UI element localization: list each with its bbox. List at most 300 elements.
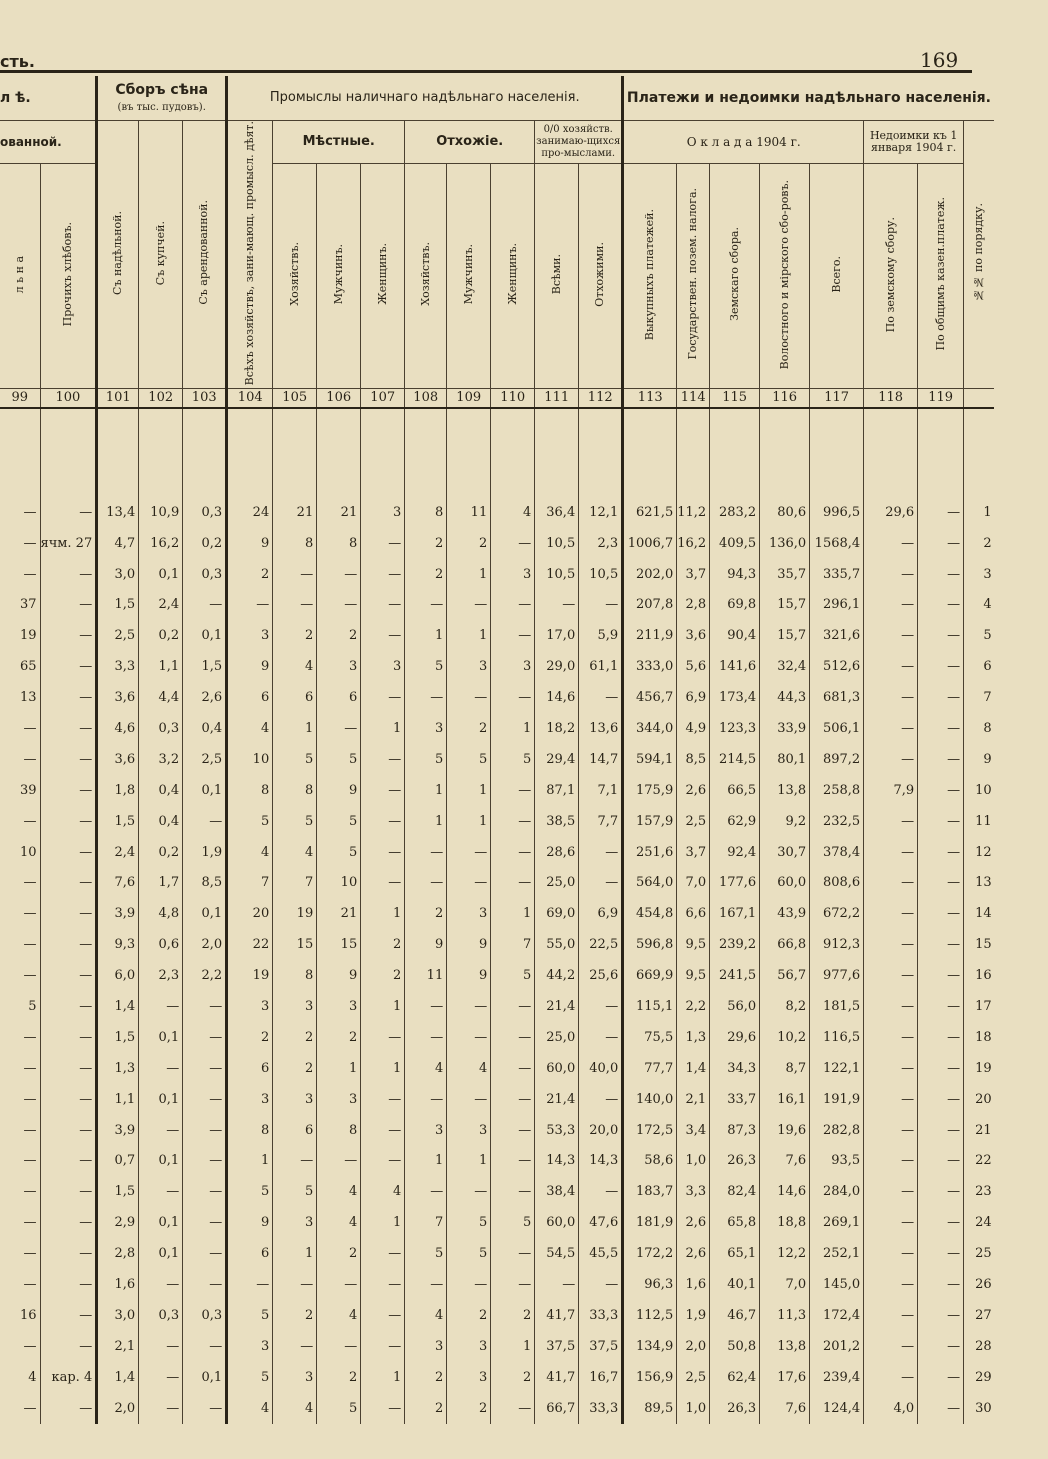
table-cell: 53,3 [535,1115,579,1146]
table-cell: 4,0 [864,1393,918,1424]
table-cell: — [864,651,918,682]
table-cell: — [491,1053,535,1084]
table-cell: 1,7 [139,868,183,899]
table-cell: — [40,651,97,682]
table-cell: 14,3 [535,1146,579,1177]
column-number: 107 [361,388,405,408]
table-cell: 4 [405,1300,447,1331]
table-row [0,837,994,868]
table-cell: — [40,682,97,713]
table-cell: 4,7 [97,528,139,559]
table-cell: 8 [964,713,994,744]
table-cell: 56,7 [760,960,810,991]
table-row [0,744,994,775]
table-cell: — [40,1393,97,1424]
pct-col-all: Всѣми. [535,163,579,388]
table-row [0,1207,994,1238]
table-cell: — [40,590,97,621]
table-cell: 38,4 [535,1176,579,1207]
table-cell: 321,6 [810,620,864,651]
table-cell: 10,9 [139,497,183,528]
table-cell: 5 [405,744,447,775]
table-cell: 506,1 [810,713,864,744]
table-cell: 2,1 [677,1084,710,1115]
table-cell: — [491,528,535,559]
table-cell: 23 [964,1176,994,1207]
table-cell: 2 [273,1053,317,1084]
column-number: 118 [864,388,918,408]
table-row [0,1300,994,1331]
table-cell: 0,1 [139,559,183,590]
table-cell: 10,5 [579,559,623,590]
table-cell: 16 [964,960,994,991]
table-cell: — [40,1022,97,1053]
table-cell: 669,9 [623,960,677,991]
table-cell: — [405,1176,447,1207]
table-cell: — [183,1053,227,1084]
table-cell: 17,0 [535,620,579,651]
table-cell: 37,5 [535,1331,579,1362]
column-number: 115 [710,388,760,408]
table-cell: 621,5 [623,497,677,528]
table-cell: — [23,1400,37,1416]
table-cell: — [40,559,97,590]
table-cell: 29,4 [535,744,579,775]
table-cell: — [23,875,37,891]
table-cell: — [40,1146,97,1177]
table-cell: 5 [447,744,491,775]
table-cell: 3,6 [97,682,139,713]
col-other-grains: Прочихъ хлѣбовъ. [40,163,97,388]
table-cell: 141,6 [710,651,760,682]
table-cell: — [23,566,37,582]
table-cell: — [864,528,918,559]
table-cell: 681,3 [810,682,864,713]
table-cell: — [23,1122,37,1138]
table-cell: 214,5 [710,744,760,775]
table-cell: 2 [405,898,447,929]
table-cell: 5 [447,1207,491,1238]
table-row [0,651,994,682]
table-cell: — [918,1331,964,1362]
table-cell: 0,1 [139,1146,183,1177]
table-cell: 13,8 [760,775,810,806]
table-cell: 3 [361,651,405,682]
table-cell: 232,5 [810,806,864,837]
table-cell: 41,7 [535,1300,579,1331]
table-cell: 14,3 [579,1146,623,1177]
table-cell: — [491,775,535,806]
table-cell: 2 [491,1300,535,1331]
table-cell: 335,7 [810,559,864,590]
table-cell: 0,1 [139,1022,183,1053]
table-cell: 2,3 [139,960,183,991]
table-cell: 6 [964,651,994,682]
table-cell: 29,6 [710,1022,760,1053]
table-cell: 1 [491,713,535,744]
table-cell: 4 [361,1176,405,1207]
table-cell: 3 [227,1331,273,1362]
table-cell: 11,3 [760,1300,810,1331]
table-cell: 33,7 [710,1084,760,1115]
table-cell: 207,8 [623,590,677,621]
table-cell: — [23,937,37,953]
table-cell: 96,3 [623,1269,677,1300]
table-cell: — [491,991,535,1022]
table-cell: 5,6 [677,651,710,682]
table-cell: 40,1 [710,1269,760,1300]
table-cell: 177,6 [710,868,760,899]
table-cell: — [317,1331,361,1362]
table-cell: — [918,744,964,775]
table-cell: 25 [964,1238,994,1269]
table-cell: — [40,1053,97,1084]
table-cell: 8 [273,528,317,559]
table-cell: 1 [405,620,447,651]
table-cell: 16,1 [760,1084,810,1115]
table-cell: — [447,1084,491,1115]
table-cell: 60,0 [760,868,810,899]
table-cell: — [405,991,447,1022]
table-cell: 65,8 [710,1207,760,1238]
table-row [0,528,994,559]
column-number: 109 [447,388,491,408]
table-cell: — [139,991,183,1022]
table-cell: 1,0 [677,1146,710,1177]
table-cell: 175,9 [623,775,677,806]
table-cell: 183,7 [623,1176,677,1207]
table-cell: 9 [447,929,491,960]
table-cell: 0,1 [183,1362,227,1393]
table-cell: 17 [964,991,994,1022]
table-cell: 7,9 [864,775,918,806]
column-number: 111 [535,388,579,408]
table-cell: — [317,590,361,621]
table-cell: — [227,1269,273,1300]
table-cell: 201,2 [810,1331,864,1362]
table-cell: — [405,1022,447,1053]
hay-group-header: Сборъ сѣна (въ тыс. пудовъ). [97,76,227,120]
table-cell: 269,1 [810,1207,864,1238]
table-cell: 4 [317,1300,361,1331]
table-cell: — [405,590,447,621]
table-cell: — [491,1084,535,1115]
table-cell: 9 [405,929,447,960]
table-cell: 3,2 [139,744,183,775]
table-cell: 1 [447,620,491,651]
order-col-header: №№ по порядку. [964,120,994,388]
away-col-men: Мужчинъ. [447,163,491,388]
table-cell: 75,5 [623,1022,677,1053]
column-number: 114 [677,388,710,408]
table-cell: 8 [273,775,317,806]
table-cell: 1,9 [677,1300,710,1331]
table-cell: — [864,1362,918,1393]
table-cell: 7 [964,682,994,713]
table-cell: 9,5 [677,929,710,960]
table-cell: 30 [964,1393,994,1424]
table-cell: 15 [273,929,317,960]
table-cell: 172,2 [623,1238,677,1269]
table-cell: 2 [317,1022,361,1053]
table-cell: 2 [227,1022,273,1053]
table-cell: 12,2 [760,1238,810,1269]
hay-col-allotment: Съ надѣльной. [97,120,139,388]
table-row [0,991,994,1022]
table-cell: — [918,898,964,929]
table-cell: — [361,1146,405,1177]
table-cell: 140,0 [623,1084,677,1115]
column-number: 112 [579,388,623,408]
pct-col-away: Отхожими. [579,163,623,388]
table-row [0,898,994,929]
column-number: 110 [491,388,535,408]
table-cell: — [23,1246,37,1262]
table-cell: 8 [405,497,447,528]
table-cell: — [918,1207,964,1238]
table-cell: 4,8 [139,898,183,929]
table-cell: 11,2 [677,497,710,528]
cut-group-sub: ованной. [0,120,97,163]
table-row [0,1238,994,1269]
table-cell: — [40,497,97,528]
table-cell: 13 [19,690,37,706]
table-row [0,1269,994,1300]
table-cell: 19,6 [760,1115,810,1146]
table-row [0,868,994,899]
table-cell: — [23,813,37,829]
table-row [0,1331,994,1362]
table-cell: 24 [227,497,273,528]
table-cell: 4,6 [97,713,139,744]
table-cell: 36,4 [535,497,579,528]
table-cell: 19 [273,898,317,929]
table-cell: 5 [273,744,317,775]
cut-col-99: л ь н а [0,163,40,388]
table-cell: 1,5 [97,590,139,621]
table-cell: 21 [317,898,361,929]
table-cell: — [918,1393,964,1424]
table-cell: 12 [964,837,994,868]
table-cell: 3 [317,991,361,1022]
table-cell: — [918,713,964,744]
table-cell: — [918,960,964,991]
table-cell: — [491,620,535,651]
table-cell: 3 [273,1207,317,1238]
table-cell: 2 [273,620,317,651]
table-cell: 4 [317,1176,361,1207]
table-cell: 13 [964,868,994,899]
table-row [0,929,994,960]
table-cell: 6 [317,682,361,713]
table-cell: — [40,1084,97,1115]
table-cell: — [579,868,623,899]
table-cell: 2,1 [97,1331,139,1362]
table-cell: 3 [491,559,535,590]
table-cell: — [579,1084,623,1115]
table-cell: 6 [273,682,317,713]
table-cell: — [40,898,97,929]
table-cell: 3,0 [97,1300,139,1331]
table-cell: 62,4 [710,1362,760,1393]
table-cell: 1,3 [677,1022,710,1053]
table-cell: — [491,1176,535,1207]
table-cell: — [139,1176,183,1207]
table-cell: 28,6 [535,837,579,868]
table-cell: 11 [447,497,491,528]
table-cell: 16,2 [139,528,183,559]
table-cell: 62,9 [710,806,760,837]
table-cell: 1 [405,806,447,837]
table-cell: 112,5 [623,1300,677,1331]
table-cell: 1 [317,1053,361,1084]
table-cell: — [23,1060,37,1076]
table-cell: 123,3 [710,713,760,744]
table-cell: — [139,1393,183,1424]
table-cell: 409,5 [710,528,760,559]
table-cell: 2 [317,1238,361,1269]
table-cell: 1,0 [677,1393,710,1424]
table-cell: 16 [19,1307,37,1323]
table-cell: 9,2 [760,806,810,837]
table-cell: 977,6 [810,960,864,991]
table-cell: 3,7 [677,559,710,590]
table-cell: 2 [491,1362,535,1393]
table-cell: 3,4 [677,1115,710,1146]
table-cell: — [918,1238,964,1269]
table-cell: 456,7 [623,682,677,713]
table-cell: 0,1 [183,898,227,929]
table-cell: 0,3 [183,559,227,590]
table-cell: 3 [447,898,491,929]
table-cell: — [491,1115,535,1146]
table-cell: — [23,1277,37,1293]
table-cell: 344,0 [623,713,677,744]
table-body [0,408,994,1424]
table-cell: 0,6 [139,929,183,960]
table-cell: 3 [964,559,994,590]
table-cell: 8 [227,1115,273,1146]
table-cell: — [139,1362,183,1393]
table-cell: — [361,1084,405,1115]
table-cell: 4 [317,1207,361,1238]
table-cell: 2,4 [97,837,139,868]
column-number: 105 [273,388,317,408]
table-cell: 5 [405,1238,447,1269]
table-row [0,775,994,806]
table-cell: 2 [227,559,273,590]
table-row [0,1393,994,1424]
table-cell: 0,4 [139,806,183,837]
table-cell: 2,2 [183,960,227,991]
table-row [0,620,994,651]
table-cell: 172,4 [810,1300,864,1331]
table-cell: — [579,1269,623,1300]
table-cell: — [40,868,97,899]
table-cell: 6 [227,1238,273,1269]
table-cell: 11 [964,806,994,837]
table-cell: — [361,620,405,651]
table-cell: 18,2 [535,713,579,744]
table-cell: 2 [447,1300,491,1331]
table-cell: — [447,837,491,868]
table-cell: — [23,535,37,551]
table-cell: 22 [227,929,273,960]
table-cell: — [491,1238,535,1269]
table-cell: — [317,559,361,590]
table-cell: 3 [447,651,491,682]
table-cell: 45,5 [579,1238,623,1269]
table-cell: — [864,991,918,1022]
table-cell: 4 [447,1053,491,1084]
table-cell: 211,9 [623,620,677,651]
table-cell: 21 [273,497,317,528]
table-cell: 7,0 [677,868,710,899]
table-cell: — [227,590,273,621]
table-cell: 0,2 [139,620,183,651]
table-cell: 2,0 [677,1331,710,1362]
table-cell: 87,3 [710,1115,760,1146]
table-cell: 20,0 [579,1115,623,1146]
table-cell: 5 [273,806,317,837]
table-cell: — [864,744,918,775]
table-cell: 2 [405,1362,447,1393]
table-cell: 7,6 [760,1146,810,1177]
table-cell: 16,7 [579,1362,623,1393]
table-cell: 3 [405,1115,447,1146]
table-cell: 60,0 [535,1207,579,1238]
table-cell: — [139,1331,183,1362]
table-cell: 1,6 [97,1269,139,1300]
table-cell: 3 [405,713,447,744]
table-cell: 29 [964,1362,994,1393]
local-col-households: Хозяйствъ. [273,163,317,388]
table-cell: 3,3 [677,1176,710,1207]
table-cell: 9 [317,960,361,991]
table-cell: 66,7 [535,1393,579,1424]
cut-group-title: л ѣ. [0,76,97,120]
table-cell: 122,1 [810,1053,864,1084]
table-cell: 2 [447,713,491,744]
table-cell: 6 [273,1115,317,1146]
table-cell: 1 [361,991,405,1022]
table-cell: 2,0 [97,1393,139,1424]
table-cell: 1 [447,1146,491,1177]
column-number: 108 [405,388,447,408]
table-cell: 30,7 [760,837,810,868]
table-cell: — [361,528,405,559]
table-cell: — [317,713,361,744]
table-cell: — [273,1331,317,1362]
table-cell: 2,5 [97,620,139,651]
table-cell: — [361,682,405,713]
table-cell: 32,4 [760,651,810,682]
table-cell: 1 [361,1053,405,1084]
table-cell: — [273,1146,317,1177]
table-cell: 39 [19,782,37,798]
table-cell: 1 [227,1146,273,1177]
table-cell: 8,5 [677,744,710,775]
away-trades-header: Отхожіе. [405,120,535,163]
table-cell: — [405,682,447,713]
table-cell: 4 [28,1369,37,1385]
table-cell: — [918,1053,964,1084]
table-row [0,713,994,744]
table-cell: 124,4 [810,1393,864,1424]
table-cell: 8 [227,775,273,806]
table-cell: 1,4 [97,1362,139,1393]
table-cell: — [864,590,918,621]
